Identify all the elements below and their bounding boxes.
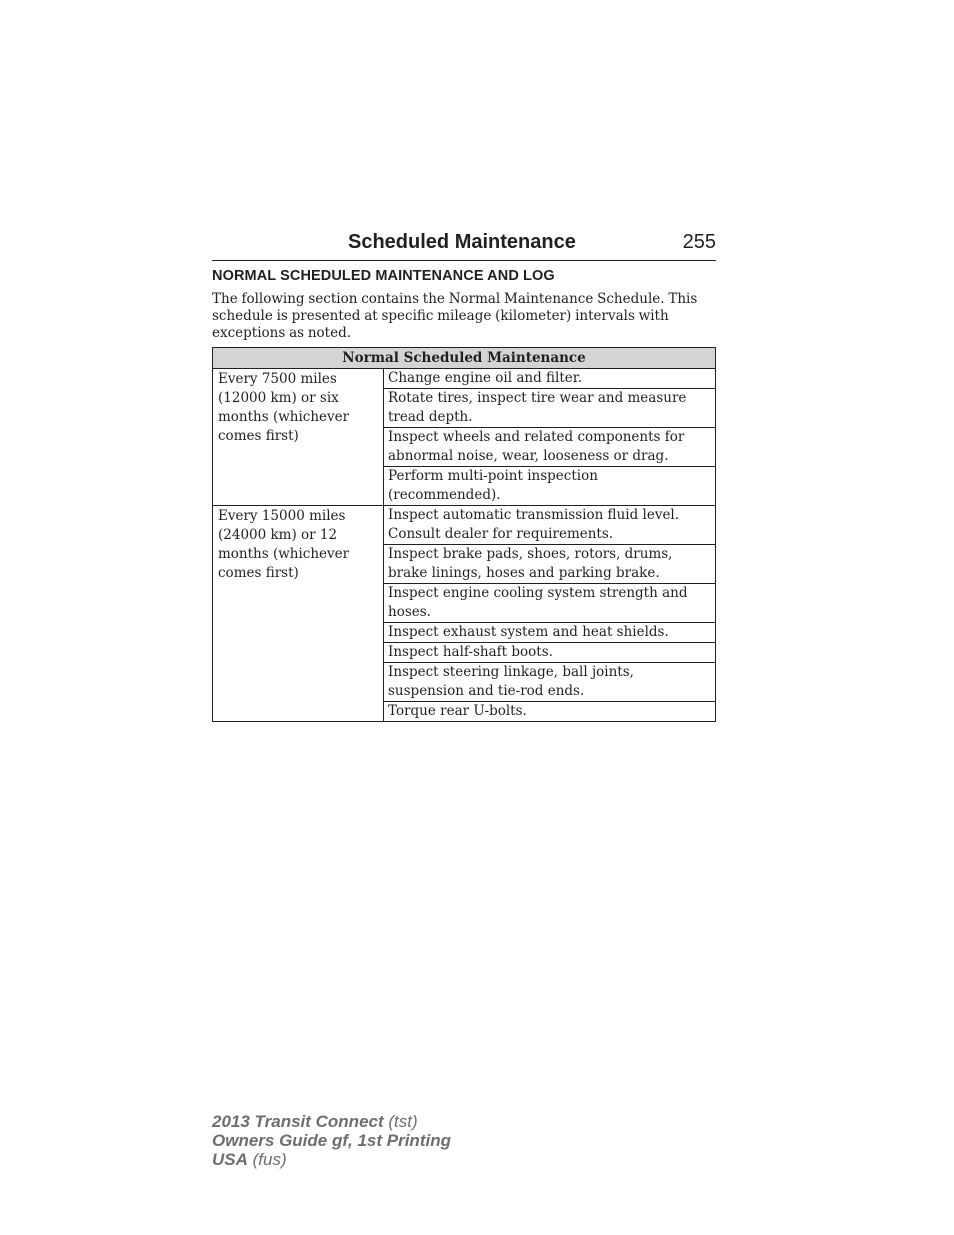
page-number: 255 (682, 231, 716, 253)
section-heading: NORMAL SCHEDULED MAINTENANCE AND LOG (212, 268, 555, 284)
task-cell: Torque rear U-bolts. (384, 702, 716, 722)
footer-line (212, 1131, 451, 1150)
task-cell: Change engine oil and filter. (384, 369, 716, 389)
table-title: Normal Scheduled Maintenance (213, 348, 716, 369)
task-cell: Inspect half-shaft boots. (384, 643, 716, 663)
footer-market: USA (212, 1150, 248, 1169)
page-header (212, 229, 716, 261)
maintenance-table (212, 347, 716, 722)
table-row (213, 369, 716, 389)
task-cell: Inspect wheels and related components for abnormal noise, wear, looseness or drag. (384, 428, 716, 467)
interval-cell: Every 7500 miles (12000 km) or six months (whichever comes first) (213, 369, 384, 506)
task-cell: Perform multi-point inspection (recommended). (384, 467, 716, 506)
task-cell: Inspect brake pads, shoes, rotors, drums, brake linings, hoses and parking brake. (384, 545, 716, 584)
footer-line (212, 1112, 451, 1131)
table-row (213, 506, 716, 545)
task-cell: Inspect steering linkage, ball joints, suspension and tie-rod ends. (384, 663, 716, 702)
footer-model-code: (tst) (388, 1112, 418, 1131)
interval-cell: Every 15000 miles (24000 km) or 12 months (whichever comes first) (213, 506, 384, 722)
page-title: Scheduled Maintenance (348, 231, 576, 253)
task-cell: Inspect engine cooling system strength and hoses. (384, 584, 716, 623)
footer-edition-info (212, 1112, 451, 1169)
task-cell: Inspect exhaust system and heat shields. (384, 623, 716, 643)
footer-model: 2013 Transit Connect (212, 1112, 384, 1131)
task-cell: Inspect automatic transmission fluid level. Consult dealer for requirements. (384, 506, 716, 545)
footer-printing: Owners Guide gf, 1st Printing (212, 1131, 451, 1150)
intro-paragraph: The following section contains the Normal Maintenance Schedule. This schedule is presented at specific mileage (kilometer) intervals with exceptions as noted. (212, 291, 698, 341)
table-header-row (213, 348, 716, 369)
footer-line (212, 1150, 451, 1169)
footer-market-code: (fus) (252, 1150, 287, 1169)
task-cell: Rotate tires, inspect tire wear and measure tread depth. (384, 389, 716, 428)
